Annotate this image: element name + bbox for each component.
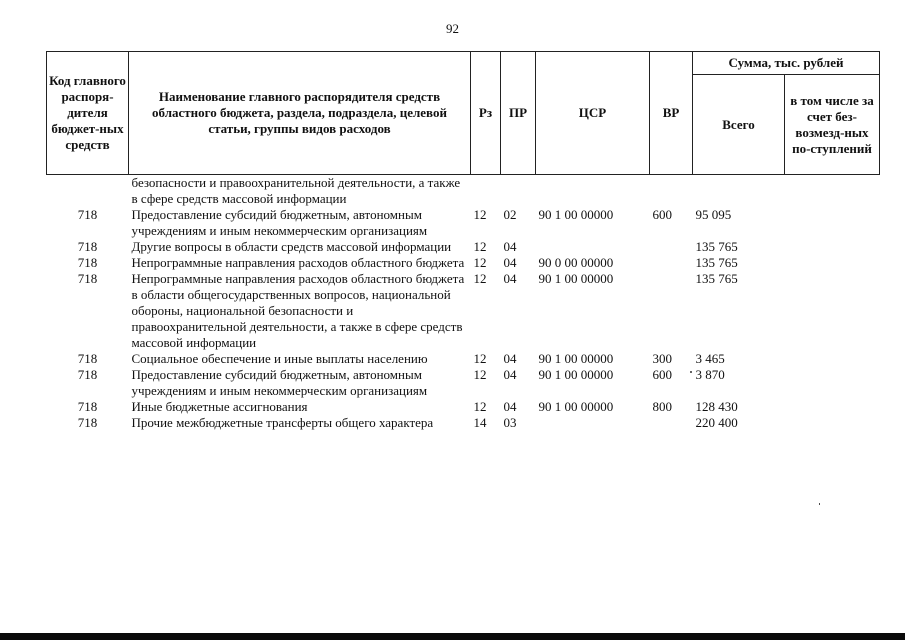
cell-vr — [650, 175, 693, 208]
cell-code: 718 — [77, 367, 98, 382]
cell-name: Другие вопросы в области средств массовой информации — [131, 239, 452, 254]
cell-csr: 90 1 00 00000 — [538, 351, 614, 366]
cell-csr: 90 1 00 00000 — [538, 271, 614, 286]
cell-name: безопасности и правоохранительной деятельности, а также в сфере средств массовой информации — [131, 175, 461, 206]
table-row — [47, 351, 880, 367]
table-row — [47, 399, 880, 415]
header-sum: Сумма, тыс. рублей — [693, 52, 880, 75]
table-row — [47, 271, 880, 351]
cell-rz: 12 — [473, 399, 487, 414]
cell-total — [693, 175, 785, 208]
cell-vr: 300 — [652, 351, 672, 366]
header-total: Всего — [693, 75, 785, 175]
cell-vr: 800 — [652, 399, 672, 414]
header-name: Наименование главного распорядителя средств областного бюджета, раздела, подраздела, целевой статьи, группы видов расходов — [129, 52, 471, 175]
cell-pr: 04 — [503, 367, 517, 382]
cell-including — [785, 399, 880, 415]
cell-total: 95 095 — [695, 207, 732, 222]
cell-name: Предоставление субсидий бюджетным, автономным учреждениям и иным некоммерческим организациям — [131, 367, 428, 398]
cell-rz: 12 — [473, 239, 487, 254]
table-row — [47, 175, 880, 208]
cell-pr: 02 — [503, 207, 517, 222]
cell-including — [785, 239, 880, 255]
cell-csr — [536, 175, 650, 208]
cell-pr: 03 — [503, 415, 517, 430]
cell-rz: 12 — [473, 255, 487, 270]
cell-total: 3 870 — [695, 367, 725, 382]
cell-name: Социальное обеспечение и иные выплаты населению — [131, 351, 428, 366]
cell-name: Непрограммные направления расходов областного бюджета — [131, 255, 465, 270]
cell-vr: 600 — [652, 367, 672, 382]
cell-including — [785, 351, 880, 367]
cell-vr — [650, 271, 693, 351]
header-vr: ВР — [650, 52, 693, 175]
scan-speck — [690, 371, 692, 373]
cell-vr: 600 — [652, 207, 672, 222]
budget-table — [46, 51, 880, 431]
cell-csr — [536, 415, 650, 431]
cell-vr — [650, 255, 693, 271]
scan-edge-bar — [0, 633, 905, 640]
table-row — [47, 207, 880, 239]
header-including: в том числе за счет без-возмезд-ных по-ступлений — [785, 75, 880, 175]
cell-code: 718 — [77, 255, 98, 270]
cell-rz: 12 — [473, 271, 487, 286]
table-row — [47, 239, 880, 255]
cell-vr — [650, 415, 693, 431]
scan-speck — [819, 503, 820, 505]
cell-total: 135 765 — [695, 271, 738, 286]
cell-including — [785, 415, 880, 431]
cell-code: 718 — [77, 239, 98, 254]
table-header — [47, 52, 880, 175]
cell-name: Предоставление субсидий бюджетным, автономным учреждениям и иным некоммерческим организациям — [131, 207, 428, 238]
cell-total: 135 765 — [695, 255, 738, 270]
cell-csr — [536, 239, 650, 255]
cell-name: Непрограммные направления расходов областного бюджета в области общегосударственных вопросов, национальной обороны, национальной безопасности и правоохранительной деятельности, а также в сфере средств массовой информации — [131, 271, 465, 350]
cell-pr: 04 — [503, 239, 517, 254]
cell-code: 718 — [77, 207, 98, 222]
cell-including — [785, 175, 880, 208]
cell-code: 718 — [77, 271, 98, 286]
cell-name: Прочие межбюджетные трансферты общего характера — [131, 415, 434, 430]
cell-including — [785, 271, 880, 351]
cell-pr: 04 — [503, 351, 517, 366]
cell-pr: 04 — [503, 271, 517, 286]
cell-total: 3 465 — [695, 351, 725, 366]
table-row — [47, 255, 880, 271]
cell-name: Иные бюджетные ассигнования — [131, 399, 308, 414]
cell-rz: 14 — [473, 415, 487, 430]
cell-code: 718 — [77, 351, 98, 366]
header-rz: Рз — [471, 52, 501, 175]
cell-csr: 90 0 00 00000 — [538, 255, 614, 270]
header-csr: ЦСР — [536, 52, 650, 175]
cell-rz: 12 — [473, 207, 487, 222]
cell-rz: 12 — [473, 351, 487, 366]
cell-rz: 12 — [473, 367, 487, 382]
cell-rz — [471, 175, 501, 208]
cell-code — [47, 175, 129, 208]
table-row — [47, 415, 880, 431]
cell-including — [785, 207, 880, 239]
header-pr: ПР — [501, 52, 536, 175]
cell-pr: 04 — [503, 255, 517, 270]
table-body — [47, 175, 880, 432]
cell-code: 718 — [77, 415, 98, 430]
cell-csr: 90 1 00 00000 — [538, 399, 614, 414]
cell-pr — [501, 175, 536, 208]
cell-total: 220 400 — [695, 415, 738, 430]
page-number: 92 — [446, 21, 459, 36]
table-row — [47, 367, 880, 399]
cell-including — [785, 255, 880, 271]
cell-csr: 90 1 00 00000 — [538, 207, 614, 222]
cell-vr — [650, 239, 693, 255]
cell-code: 718 — [77, 399, 98, 414]
cell-csr: 90 1 00 00000 — [538, 367, 614, 382]
cell-total: 135 765 — [695, 239, 738, 254]
header-code: Код главного распоря-дителя бюджет-ных средств — [47, 52, 129, 175]
cell-pr: 04 — [503, 399, 517, 414]
cell-total: 128 430 — [695, 399, 738, 414]
cell-including — [785, 367, 880, 399]
